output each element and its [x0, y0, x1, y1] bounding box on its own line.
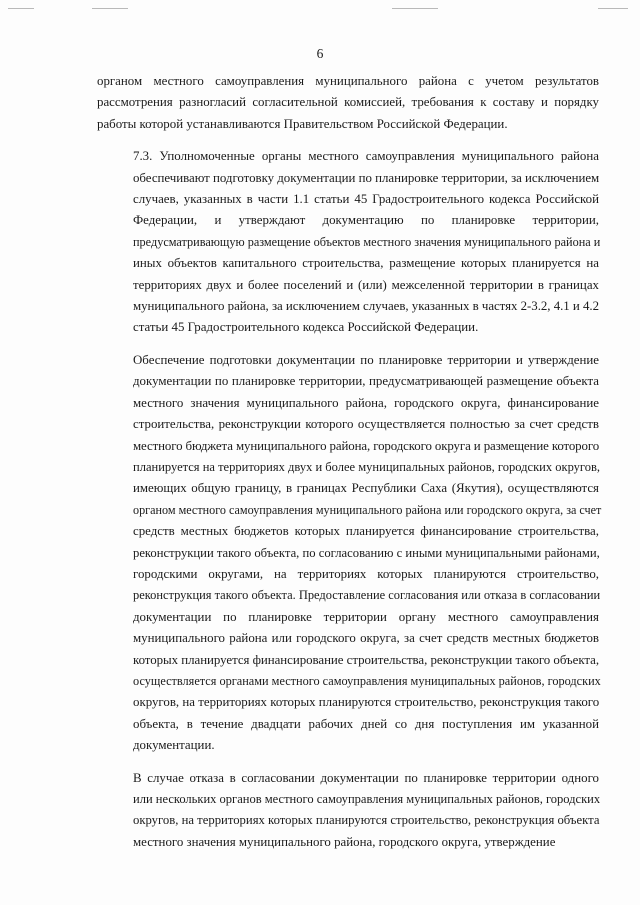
text-line: Обеспечение подготовки документации по планировке территории и утверждение: [133, 352, 599, 367]
body-text: [97, 71, 602, 864]
scan-mark: [392, 8, 438, 9]
paragraph: [97, 768, 599, 854]
text-line: обеспечивают подготовку документации по планировке территории, за исключением: [133, 170, 600, 185]
text-line: В случае отказа в согласовании документации по планировке территории одного: [133, 770, 599, 785]
text-line: средств местных бюджетов которых планируется финансирование строительства,: [133, 524, 599, 539]
scan-mark: [598, 8, 628, 9]
scan-mark: [8, 8, 34, 9]
text-line: органом местного самоуправления муниципального района с учетом результатов: [97, 74, 599, 88]
text-line: местного значения муниципального района, городского округа, финансирование: [133, 395, 599, 410]
text-line: Федерации, и утверждают документацию по планировке территории,: [133, 213, 599, 228]
text-line: муниципального района, за исключением случаев, указанных в частях 2-3.2, 4.1 и 4.2: [133, 299, 599, 314]
text-line: строительства, реконструкции которого осуществляется полностью за счет средств: [133, 417, 599, 432]
text-line: предусматривающую размещение объектов местного значения муниципального района и: [133, 234, 601, 249]
text-line: местного значения муниципального района, городского округа, утверждение: [133, 834, 556, 849]
text-line: документации по планировке территории, предусматривающей размещение объекта: [133, 374, 599, 389]
paragraph: [97, 350, 602, 757]
text-line: округов, на территориях которых планируются строительство, реконструкция такого: [133, 695, 600, 710]
text-line: документации по планировке территории органу местного самоуправления: [133, 609, 599, 624]
text-line: рассмотрения разногласий согласительной комиссией, требования к составу и порядку: [97, 95, 599, 110]
text-line: случаев, указанных в части 1.1 статьи 45 Градостроительного кодекса Российской: [133, 192, 599, 207]
text-line: осуществляется органами местного самоуправления муниципальных районов, городских: [133, 673, 601, 688]
text-line: работы которой устанавливаются Правительством Российской Федерации.: [97, 116, 508, 131]
text-line: территориях двух и более поселений и (или) межселенной территории в границах: [133, 277, 599, 292]
text-line: иных объектов капитального строительства, размещение которых планируется на: [133, 256, 599, 271]
text-line: городскими округами, на территориях которых планируются строительство,: [133, 566, 599, 581]
text-line: которых планируется финансирование строительства, реконструкции такого объекта,: [133, 652, 599, 667]
scan-mark: [92, 8, 128, 9]
text-line: реконструкции такого объекта, по согласованию с иными муниципальными районами,: [133, 545, 600, 560]
text-line: реконструкция такого объекта. Предоставление согласования или отказа в согласовании: [133, 588, 601, 603]
scan-header-marks: [0, 8, 640, 12]
text-line: объекта, в течение двадцати рабочих дней со дня поступления им указанной: [133, 716, 599, 731]
text-line: или нескольких органов местного самоуправления муниципальных районов, городских: [133, 792, 601, 806]
paragraph: [97, 71, 599, 135]
text-line: документации.: [133, 738, 215, 753]
text-line: органом местного самоуправления муниципального района или городского округа, за счет: [133, 502, 602, 517]
paragraph: [97, 146, 599, 339]
text-line: муниципального района или городского округа, за счет средств местных бюджетов: [133, 631, 599, 646]
text-line: округов, на территориях которых планируются строительство, реконструкция объекта: [133, 813, 600, 828]
text-line: имеющих общую границу, в границах Республики Саха (Якутия), осуществляются: [133, 481, 599, 496]
text-line: планируется на территориях двух и более муниципальных районов, городских округов,: [133, 459, 601, 474]
text-line: местного бюджета муниципального района, городского округа и размещение которого: [133, 438, 600, 453]
text-line: статьи 45 Градостроительного кодекса Российской Федерации.: [133, 320, 479, 335]
page-number: 6: [316, 46, 324, 61]
text-line: 7.3. Уполномоченные органы местного самоуправления муниципального района: [133, 149, 599, 164]
